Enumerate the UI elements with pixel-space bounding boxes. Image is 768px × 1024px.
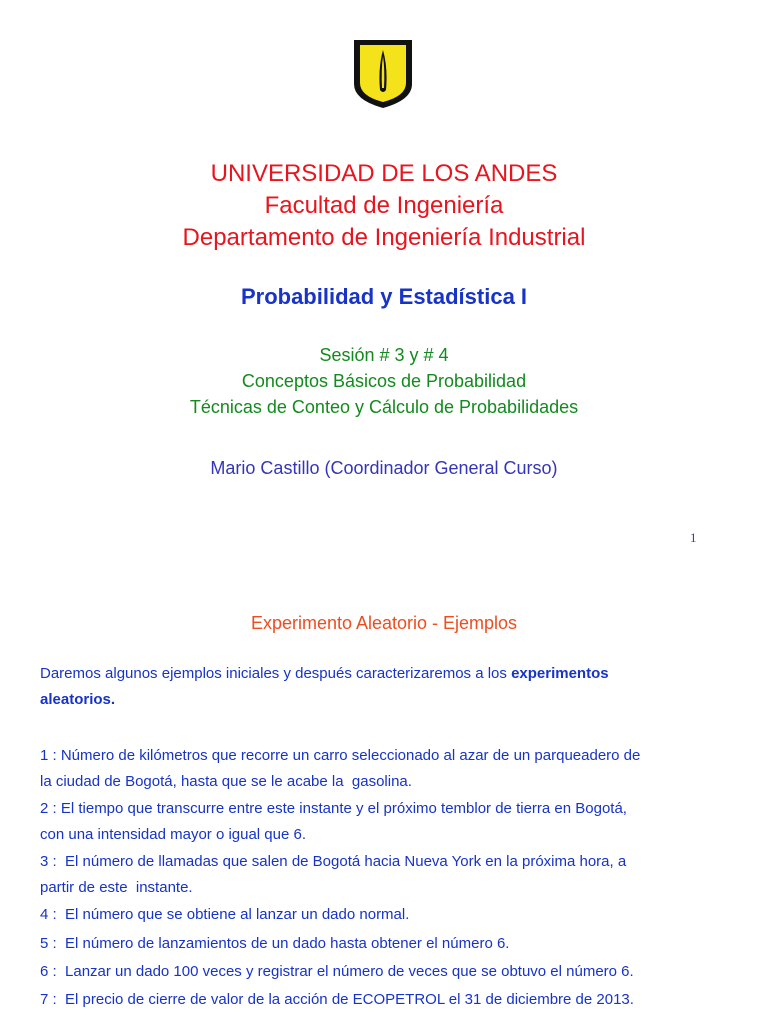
session-topic-1: Conceptos Básicos de Probabilidad	[241, 371, 527, 391]
list-item	[40, 987, 740, 1013]
list-item-line: 7 : El precio de cierre de valor de la acción de ECOPETROL el 31 de diciembre de 2013.	[40, 991, 634, 1008]
list-item	[40, 743, 740, 795]
intro-bold-term-1: experimentos	[511, 665, 609, 682]
list-item-line: 2 : El tiempo que transcurre entre este instante y el próximo temblor de tierra en Bogotá,	[40, 800, 627, 817]
list-item-line: 5 : El número de lanzamientos de un dado hasta obtener el número 6.	[40, 935, 510, 952]
course-title: Probabilidad y Estadística I	[240, 284, 528, 309]
list-item-line: partir de este instante.	[40, 879, 193, 896]
list-item-line: 1 : Número de kilómetros que recorre un carro seleccionado al azar de un parqueadero de	[40, 747, 641, 764]
list-item	[40, 796, 740, 848]
list-item	[40, 902, 740, 928]
university-name: UNIVERSIDAD DE LOS ANDES	[210, 160, 558, 187]
intro-text: Daremos algunos ejemplos iniciales y después caracterizaremos a los	[40, 665, 512, 682]
list-item-line: con una intensidad mayor o igual que 6.	[40, 826, 307, 843]
session-topic-2: Técnicas de Conteo y Cálculo de Probabilidades	[189, 397, 579, 417]
list-item	[40, 959, 740, 985]
list-item	[40, 849, 740, 901]
faculty-name: Facultad de Ingeniería	[264, 192, 504, 219]
department-name: Departamento de Ingeniería Industrial	[182, 224, 586, 251]
session-number: Sesión # 3 y # 4	[319, 345, 449, 365]
list-item-line: 4 : El número que se obtiene al lanzar un dado normal.	[40, 906, 410, 923]
intro-bold-term-2: aleatorios.	[40, 691, 116, 708]
list-item	[40, 931, 740, 957]
list-item-line: 3 : El número de llamadas que salen de Bogotá hacia Nueva York en la próxima hora, a	[40, 853, 627, 870]
list-item-line: la ciudad de Bogotá, hasta que se le acabe la gasolina.	[40, 773, 412, 790]
intro-paragraph	[40, 661, 740, 713]
page-number: 1	[690, 530, 697, 545]
author-name: Mario Castillo (Coordinador General Curso)	[210, 458, 558, 478]
list-item-line: 6 : Lanzar un dado 100 veces y registrar el número de veces que se obtuvo el número 6.	[40, 963, 634, 980]
university-crest-logo	[352, 38, 414, 110]
section-title: Experimento Aleatorio - Ejemplos	[250, 613, 518, 633]
